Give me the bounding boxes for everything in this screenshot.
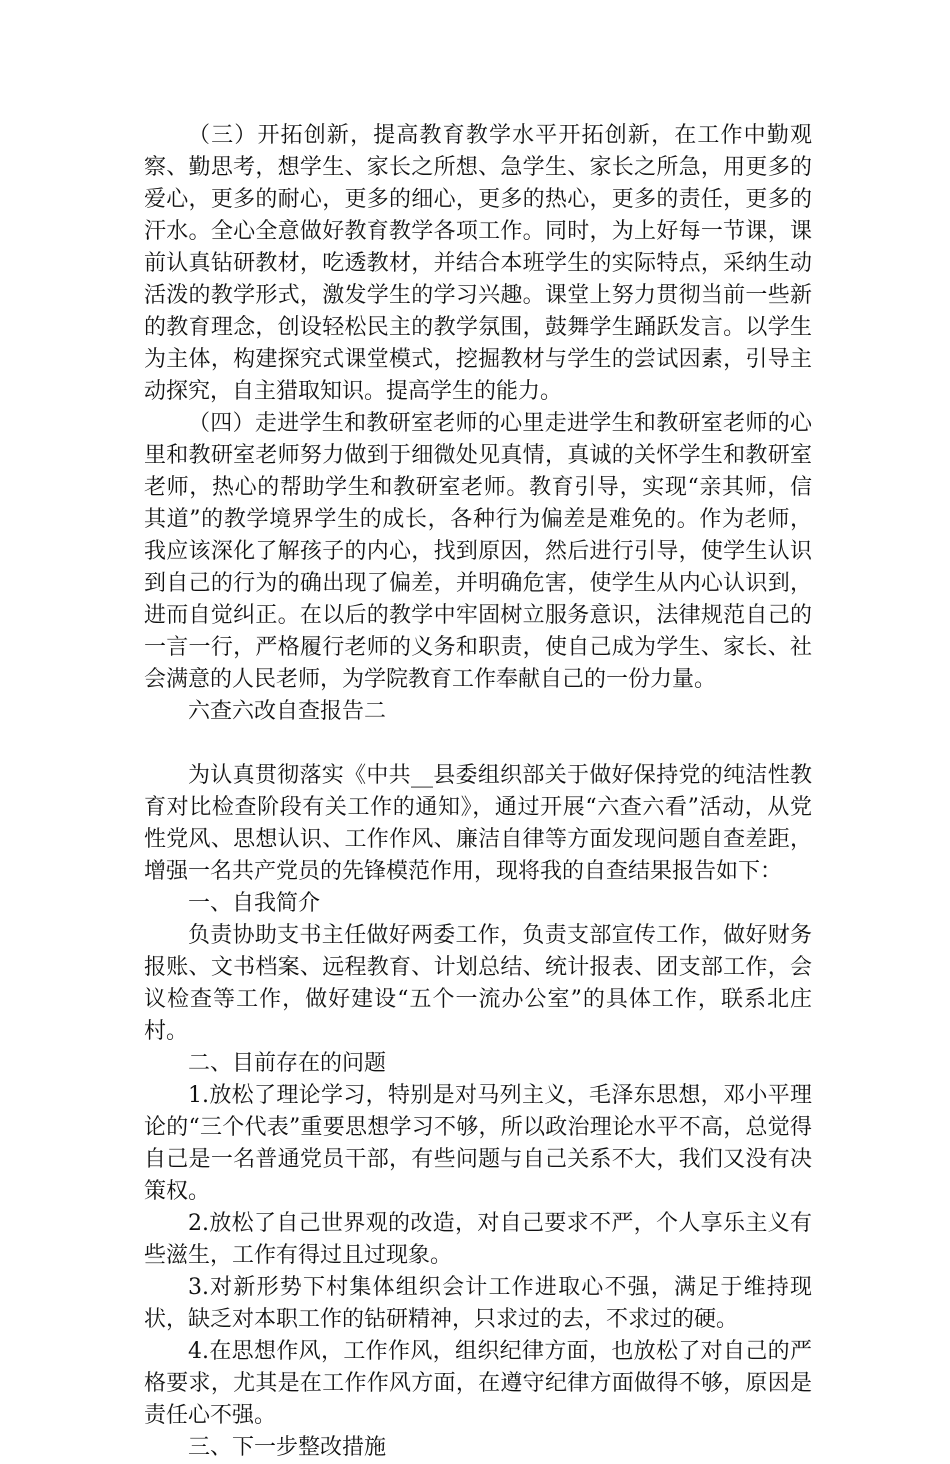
section-heading-problems: 二、目前存在的问题 xyxy=(188,1051,387,1076)
report-two-title: 六查六改自查报告二 xyxy=(188,699,387,724)
paragraph-intro: 为认真贯彻落实《中共__县委组织部关于做好保持党的纯洁性教育对比检查阶段有关工作的通知》，通过开展“六查六看”活动，从党性党风、思想认识、工作作风、廉洁自律等方面发现问题自查差距，增强一名共产党员的先锋模范作用，现将我的自查结果报告如下： xyxy=(144,763,812,884)
problem-item-1: 1.放松了理论学习，特别是对马列主义，毛泽东思想，邓小平理论的“三个代表”重要思想学习不够，所以政治理论水平不高，总觉得自己是一名普通党员干部，有些问题与自己关系不大，我们又没有决策权。 xyxy=(144,1083,812,1204)
blank-line xyxy=(144,728,812,760)
paragraph-self-intro: 负责协助支书主任做好两委工作，负责支部宣传工作，做好财务报账、文书档案、远程教育、计划总结、统计报表、团支部工作，会议检查等工作，做好建设“五个一流办公室”的具体工作，联系北庄村。 xyxy=(144,923,812,1044)
document-page xyxy=(144,120,812,1464)
paragraph-three-innovation: （三）开拓创新，提高教育教学水平开拓创新，在工作中勤观察、勤思考，想学生、家长之所想、急学生、家长之所急，用更多的爱心，更多的耐心，更多的细心，更多的热心，更多的责任，更多的汗水。全心全意做好教育教学各项工作。同时，为上好每一节课，课前认真钻研教材，吃透教材，并结合本班学生的实际特点，采纳生动活泼的教学形式，激发学生的学习兴趣。课堂上努力贯彻当前一些新的教育理念，创设轻松民主的教学氛围，鼓舞学生踊跃发言。以学生为主体，构建探究式课堂模式，挖掘教材与学生的尝试因素，引导主动探究，自主猎取知识。提高学生的能力。 xyxy=(144,123,812,404)
paragraph-four-care: （四）走进学生和教研室老师的心里走进学生和教研室老师的心里和教研室老师努力做到于细微处见真情，真诚的关怀学生和教研室老师，热心的帮助学生和教研室老师。教育引导，实现“亲其师，信其道”的教学境界学生的成长，各种行为偏差是难免的。作为老师，我应该深化了解孩子的内心，找到原因，然后进行引导，使学生认识到自己的行为的确出现了偏差，并明确危害，使学生从内心认识到，进而自觉纠正。在以后的教学中牢固树立服务意识，法律规范自己的一言一行，严格履行老师的义务和职责，使自己成为学生、家长、社会满意的人民老师，为学院教育工作奉献自己的一份力量。 xyxy=(144,411,812,692)
section-heading-measures: 三、下一步整改措施 xyxy=(188,1435,387,1460)
section-heading-self-intro: 一、自我简介 xyxy=(188,891,321,916)
problem-item-3: 3.对新形势下村集体组织会计工作进取心不强，满足于维持现状，缺乏对本职工作的钻研精神，只求过的去，不求过的硬。 xyxy=(144,1275,812,1332)
problem-item-4: 4.在思想作风，工作作风，组织纪律方面，也放松了对自己的严格要求，尤其是在工作作风方面，在遵守纪律方面做得不够，原因是责任心不强。 xyxy=(144,1339,812,1428)
problem-item-2: 2.放松了自己世界观的改造，对自己要求不严，个人享乐主义有些滋生，工作有得过且过现象。 xyxy=(144,1211,812,1268)
